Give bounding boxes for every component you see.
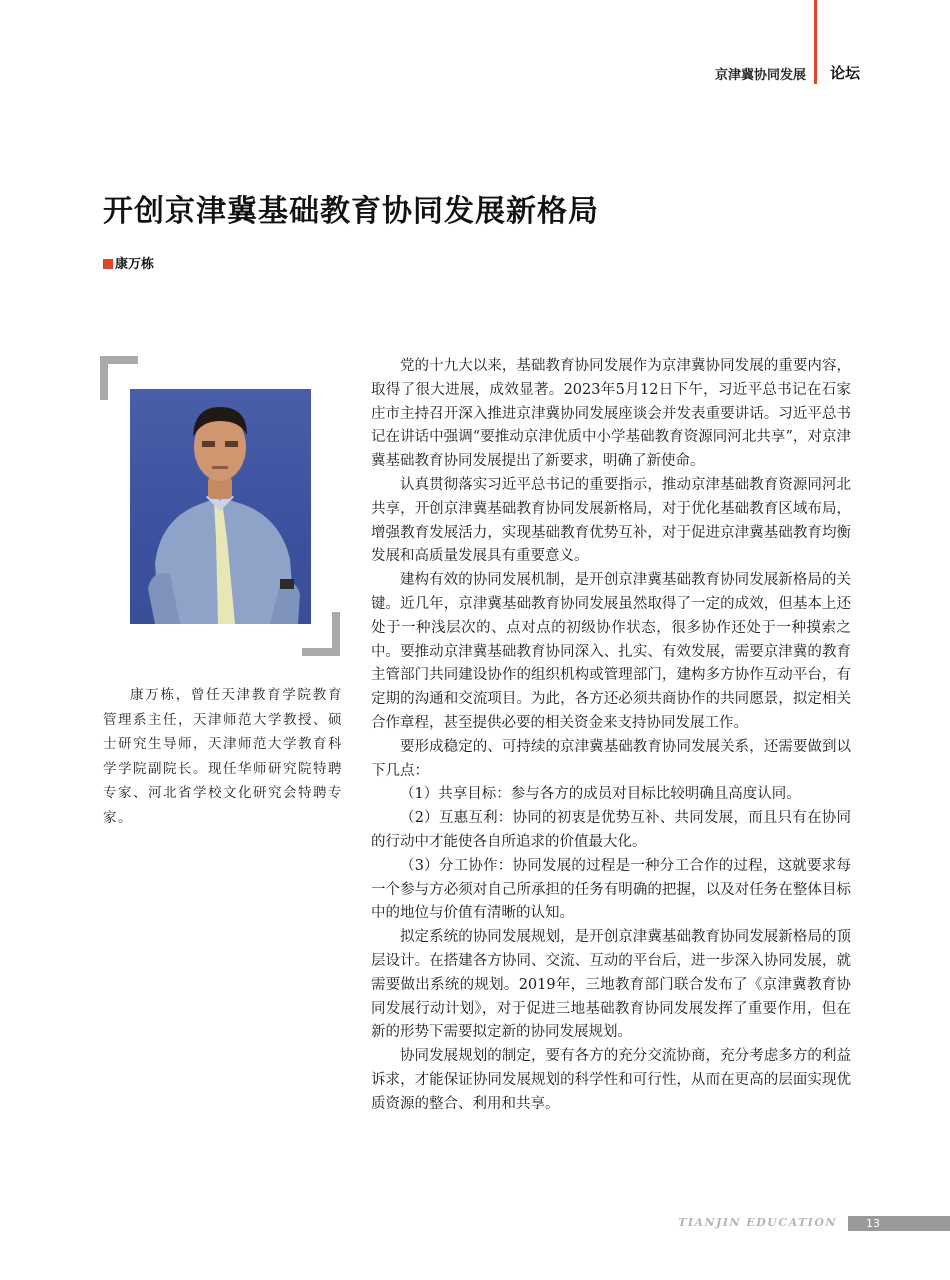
footer-brand: TIANJIN EDUCATION	[678, 1216, 837, 1229]
article-list-item: （2）互惠互利：协同的初衷是优势互补、共同发展，而且只有在协同的行动中才能使各自所追求的价值最大化。	[371, 810, 851, 850]
article-paragraph: 建构有效的协同发展机制，是开创京津冀基础教育协同发展新格局的关键。近几年，京津冀基础教育协同发展虽然取得了一定的成效，但基本上还处于一种浅层次的、点对点的初级协作状态，很多协作还处于一种摸索之中。要推动京津冀基础教育协同深入、扎实、有效发展，需要京津冀的教育主管部门共同建设协作的组织机构或管理部门，建构多方协作互动平台，有定期的沟通和交流项目。为此，各方还必须共商协作的共同愿景，拟定相关合作章程，甚至提供必要的相关资金来支持协同发展工作。	[371, 572, 851, 731]
photo-frame-bottom-right-bracket	[302, 612, 340, 656]
article-paragraph: 党的十九大以来，基础教育协同发展作为京津冀协同发展的重要内容，取得了很大进展，成效显著。2023年5月12日下午，习近平总书记在石家庄市主持召开深入推进京津冀协同发展座谈会并发表重要讲话。习近平总书记在讲话中强调“要推动京津优质中小学基础教育资源同河北共享”，对京津冀基础教育协同发展提出了新要求，明确了新使命。	[371, 358, 851, 470]
article-body	[371, 355, 851, 1117]
author-photo	[130, 389, 311, 624]
byline	[103, 253, 154, 272]
article-paragraph: 拟定系统的协同发展规划，是开创京津冀基础教育协同发展新格局的顶层设计。在搭建各方协同、交流、互动的平台后，进一步深入协同发展，就需要做出系统的规划。2019年，三地教育部门联合发布了《京津冀教育协同发展行动计划》，对于促进三地基础教育协同发展发挥了重要作用，但在新的形势下需要拟定新的协同发展规划。	[371, 929, 851, 1041]
article-paragraph: 认真贯彻落实习近平总书记的重要指示，推动京津基础教育资源同河北共享，开创京津冀基础教育协同发展新格局，对于优化基础教育区域布局，增强教育发展活力，实现基础教育优势互补，对于促进京津冀基础教育均衡发展和高质量发展具有重要意义。	[371, 476, 851, 565]
article-paragraph: 协同发展规划的制定，要有各方的充分交流协商，充分考虑多方的利益诉求，才能保证协同发展规划的科学性和可行性，从而在更高的层面实现优质资源的整合、利用和共享。	[371, 1048, 851, 1112]
author-portrait-illustration	[130, 389, 311, 624]
author-name: 康万栋	[115, 257, 155, 272]
header-column-label: 论坛	[829, 64, 860, 82]
article-list-item: （3）分工协作：协同发展的过程是一种分工合作的过程，这就要求每一个参与方必须对自己所承担的任务有明确的把握，以及对任务在整体目标中的地位与价值有清晰的认知。	[371, 857, 851, 922]
article-title: 开创京津冀基础教育协同发展新格局	[103, 194, 599, 229]
running-header	[690, 64, 860, 86]
byline-square-mark	[103, 259, 113, 269]
header-section-label: 京津冀协同发展	[714, 68, 806, 83]
footer-page-number-row	[0, 1216, 950, 1231]
article-list-item: （1）共享目标：参与各方的成员对目标比较明确且高度认同。	[400, 786, 801, 803]
author-bio: 康万栋，曾任天津教育学院教育管理系主任，天津师范大学教授、硕士研究生导师，天津师范大学教育科学学院副院长。现任华师研究院特聘专家、河北省学校文化研究会特聘专家。	[103, 687, 343, 826]
page-number: 13	[866, 1217, 880, 1230]
article-paragraph: 要形成稳定的、可持续的京津冀基础教育协同发展关系，还需要做到以下几点：	[371, 738, 851, 779]
